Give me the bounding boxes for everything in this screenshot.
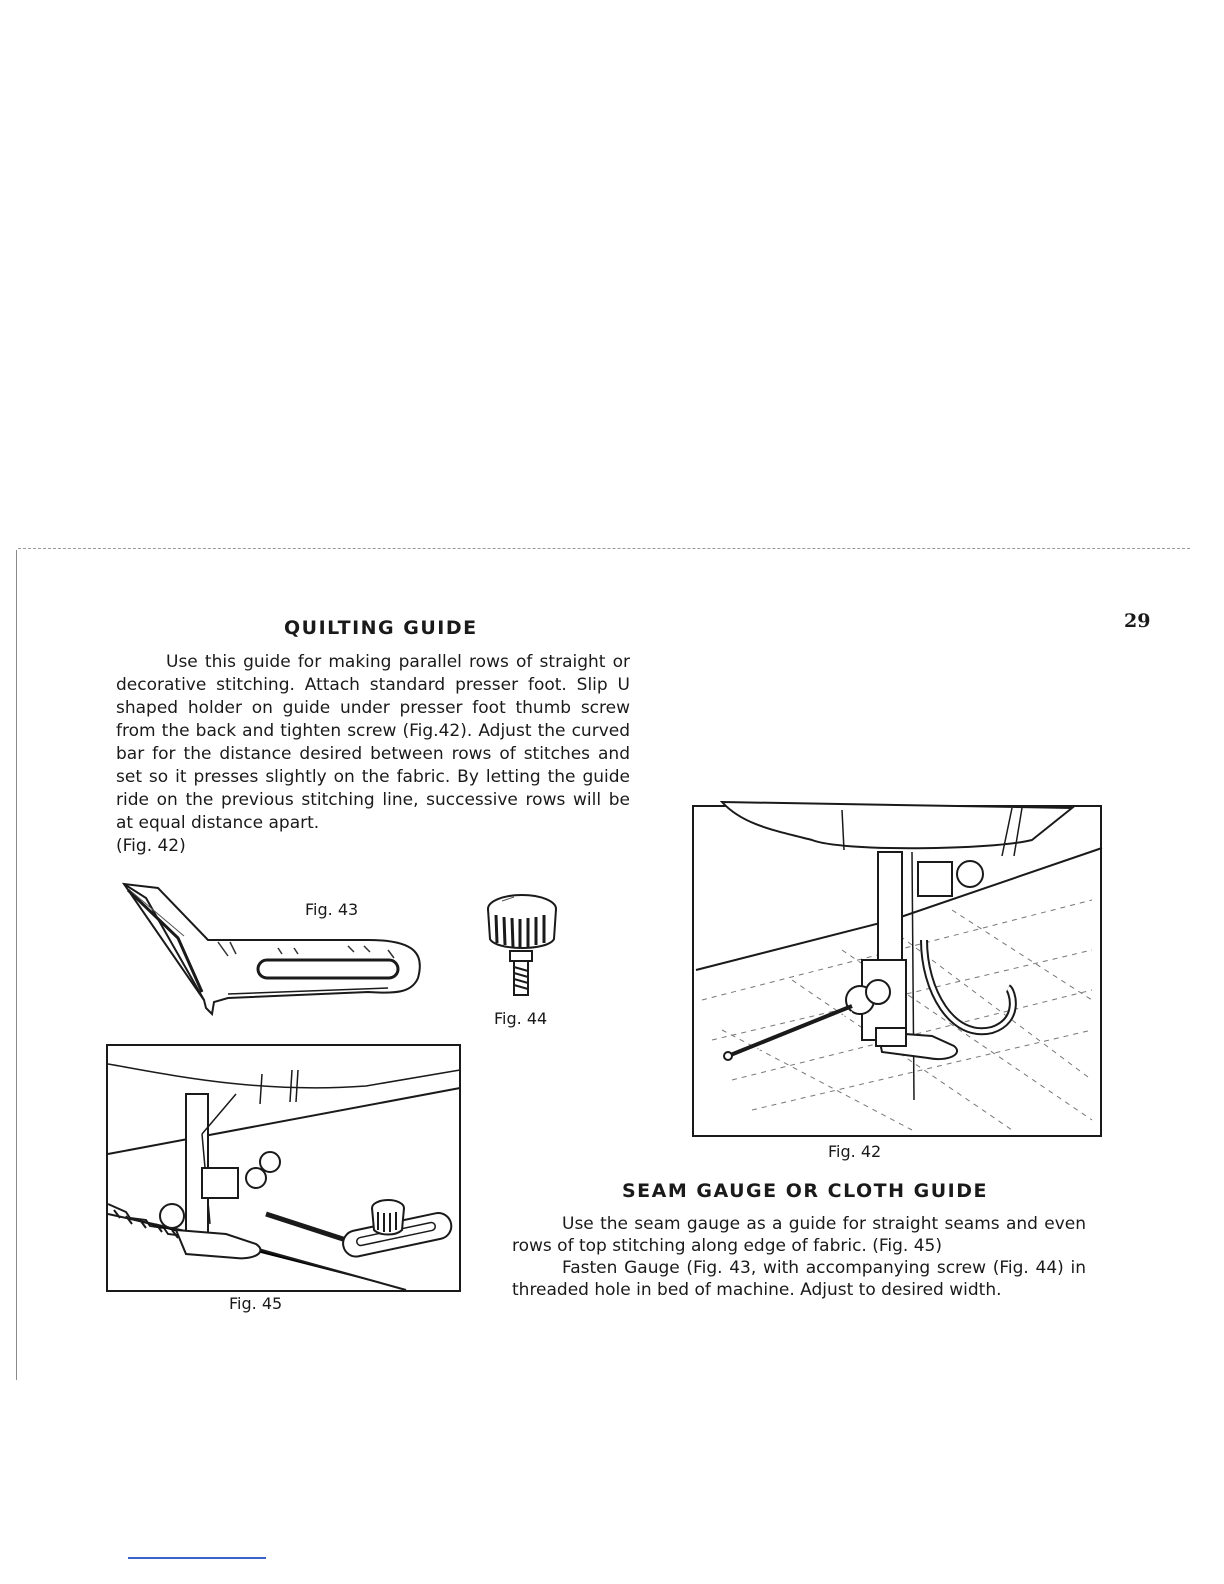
seam-gauge-paragraph-2: Fasten Gauge (Fig. 43, with accompanying screw (Fig. 44) in threaded hole in bed of machine. Adjust to desired width. (512, 1258, 1086, 1300)
quilting-guide-bar-drawing (118, 880, 438, 1015)
fig42-illustration (692, 800, 1102, 1138)
seam-gauge-paragraph-1: Use the seam gauge as a guide for straight seams and even rows of top stitching along edge of fabric. (Fig. 45) (512, 1214, 1086, 1256)
seam-gauge-on-machine-drawing (106, 1044, 461, 1292)
left-margin-line (16, 550, 17, 1380)
fig44-caption: Fig. 44 (494, 1009, 548, 1028)
quilting-guide-paragraph: Use this guide for making parallel rows of straight or decorative stitching. Attach standard presser foot. Slip U shaped holder on guide under presser foot thumb screw from the back and tighten screw (Fig.42). Adjust the curved bar for the distance desired between rows of stitches and set so it presses slightly on the fabric. By letting the guide ride on the previous stitching line, successive rows will be at equal distance apart. (116, 652, 630, 833)
fig42-caption: Fig. 42 (828, 1142, 882, 1161)
top-divider-line (18, 548, 1190, 549)
fig43-caption: Fig. 43 (305, 900, 359, 919)
fig44-illustration (480, 885, 564, 1005)
bottom-blue-mark (128, 1557, 266, 1559)
page-number: 29 (1124, 610, 1151, 632)
quilting-guide-heading: QUILTING GUIDE (284, 617, 478, 639)
seam-gauge-text (512, 1213, 1086, 1301)
quilting-guide-text (116, 651, 630, 858)
fig45-caption: Fig. 45 (229, 1294, 283, 1313)
seam-gauge-heading: SEAM GAUGE OR CLOTH GUIDE (622, 1180, 988, 1202)
fig45-illustration (106, 1044, 461, 1292)
quilting-guide-figure-ref: (Fig. 42) (116, 836, 186, 856)
thumb-screw-drawing (480, 885, 564, 1005)
fig43-illustration (118, 880, 438, 1015)
quilting-guide-on-machine-drawing (692, 800, 1102, 1138)
